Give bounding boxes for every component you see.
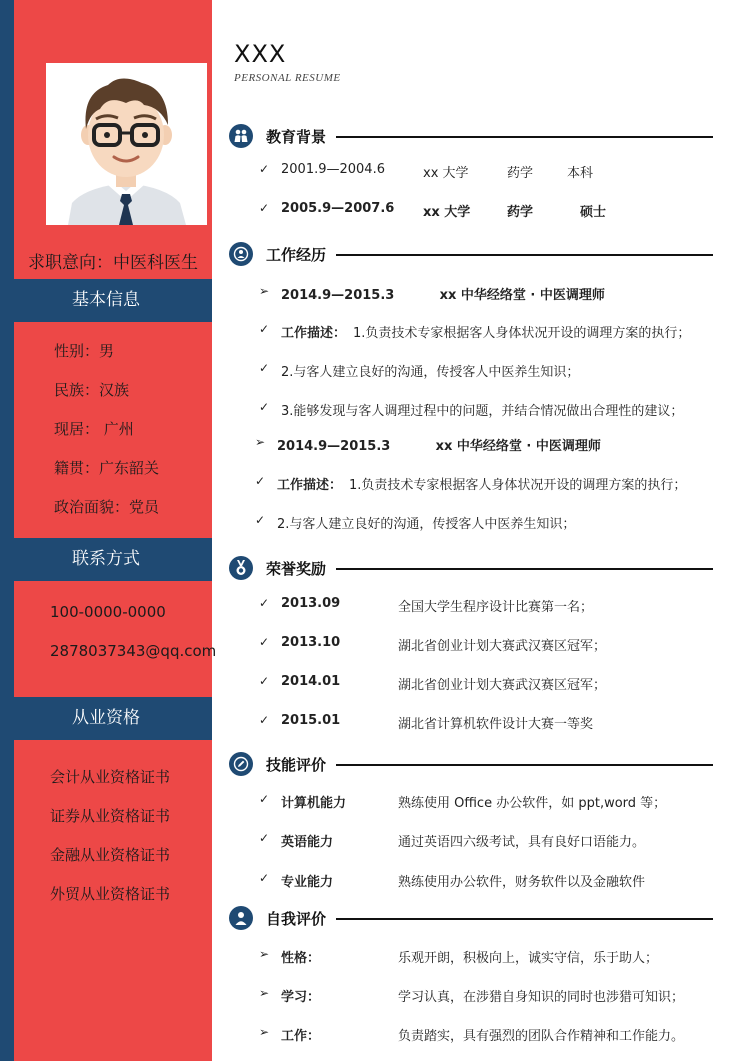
self-eval-text: 负责踏实，具有强烈的团队合作精神和工作能力。 [398, 1029, 685, 1044]
check-mark-icon: ✓ [259, 713, 270, 727]
skill-label: 计算机能力 [281, 796, 347, 811]
pencil-icon [229, 752, 253, 776]
qualification-item: 外贸从业资格证书 [50, 885, 171, 903]
person-icon [229, 906, 253, 930]
section-divider [336, 764, 713, 766]
resume-subtitle: PERSONAL RESUME [234, 72, 341, 84]
honor-date: 2015.01 [281, 713, 341, 728]
qualification-item: 证券从业资格证书 [50, 807, 171, 825]
skill-text: 通过英语四六级考试，具有良好口语能力。 [398, 835, 646, 850]
check-mark-icon: ✓ [259, 596, 270, 610]
check-mark-icon: ✓ [259, 792, 270, 806]
self-eval-title: 自我评价 [266, 910, 327, 928]
work-desc-line: 2.与客人建立良好的沟通，传授客人中医养生知识； [277, 517, 576, 532]
check-mark-icon: ✓ [259, 831, 270, 845]
education-period: 2005.9—2007.6 [281, 201, 395, 216]
self-eval-label: 性格： [281, 951, 321, 966]
skill-label: 英语能力 [281, 835, 334, 850]
skill-text: 熟练使用 Office 办公软件，如 ppt,word 等； [398, 796, 667, 811]
info-ethnicity: 民族：汉族 [54, 381, 130, 399]
qualification-item: 金融从业资格证书 [50, 846, 171, 864]
skill-text: 熟练使用办公软件，财务软件以及金融软件 [398, 875, 646, 890]
skill-label: 专业能力 [281, 875, 334, 890]
check-mark-icon: ✓ [255, 474, 266, 488]
section-divider [336, 254, 713, 256]
education-section-header [229, 124, 713, 148]
work-desc-line: 1.负责技术专家根据客人身体状况开设的调理方案的执行； [349, 478, 687, 493]
honor-text: 湖北省创业计划大赛武汉赛区冠军； [398, 639, 607, 654]
team-icon [229, 242, 253, 266]
work-job-header: 2014.9—2015.3 xx 中华经络堂 · 中医调理师 [281, 288, 605, 303]
avatar-cartoon [46, 63, 207, 225]
check-mark-icon: ✓ [259, 162, 270, 176]
check-mark-icon: ✓ [259, 400, 270, 414]
education-degree: 本科 [567, 166, 594, 181]
work-desc-line: 1.负责技术专家根据客人身体状况开设的调理方案的执行； [353, 326, 691, 341]
arrow-bullet-icon: ➢ [255, 435, 266, 449]
section-divider [336, 918, 713, 920]
work-desc-line: 2.与客人建立良好的沟通，传授客人中医养生知识； [281, 365, 580, 380]
skills-title: 技能评价 [266, 756, 327, 774]
qualification-item: 会计从业资格证书 [50, 768, 171, 786]
info-gender: 性别：男 [54, 342, 115, 360]
qualifications-heading: 从业资格 [0, 697, 212, 740]
info-hometown: 籍贯：广东韶关 [54, 459, 160, 477]
avatar [46, 63, 207, 225]
education-major: 药学 [507, 166, 534, 181]
info-political-status: 政治面貌：党员 [54, 498, 160, 516]
education-period: 2001.9—2004.6 [281, 162, 385, 177]
resume-name: XXX [234, 40, 287, 68]
job-intent: 求职意向：中医科医生 [28, 253, 198, 273]
info-residence: 现居： 广州 [54, 420, 134, 438]
self-eval-label: 工作： [281, 1029, 321, 1044]
work-title: 工作经历 [266, 246, 327, 264]
check-mark-icon: ✓ [259, 871, 270, 885]
contact-email: 2878037343@qq.com [50, 642, 217, 660]
contact-phone: 100-0000-0000 [50, 603, 166, 621]
work-desc-label: 工作描述： [281, 326, 347, 341]
check-mark-icon: ✓ [259, 322, 270, 336]
self-eval-section-header [229, 906, 713, 930]
self-eval-label: 学习： [281, 990, 321, 1005]
people-icon [229, 124, 253, 148]
skills-section-header [229, 752, 713, 776]
honor-date: 2014.01 [281, 674, 341, 689]
basic-info-heading: 基本信息 [0, 279, 212, 322]
honor-date: 2013.10 [281, 635, 341, 650]
arrow-bullet-icon: ➢ [259, 986, 270, 1000]
honor-text: 湖北省创业计划大赛武汉赛区冠军； [398, 678, 607, 693]
work-desc-line: 3.能够发现与客人调理过程中的问题，并结合情况做出合理性的建议； [281, 404, 684, 419]
work-job-header: 2014.9—2015.3 xx 中华经络堂 · 中医调理师 [277, 439, 601, 454]
education-major: 药学 [507, 205, 534, 220]
check-mark-icon: ✓ [259, 635, 270, 649]
work-section-header [229, 242, 713, 266]
self-eval-text: 乐观开朗，积极向上，诚实守信，乐于助人； [398, 951, 659, 966]
education-degree: 硕士 [580, 205, 607, 220]
check-mark-icon: ✓ [259, 361, 270, 375]
education-school: xx 大学 [423, 205, 471, 220]
contact-heading: 联系方式 [0, 538, 212, 581]
work-desc-label: 工作描述： [277, 478, 343, 493]
honors-title: 荣誉奖励 [266, 560, 327, 578]
honor-date: 2013.09 [281, 596, 341, 611]
honor-text: 全国大学生程序设计比赛第一名； [398, 600, 594, 615]
check-mark-icon: ✓ [259, 201, 270, 215]
section-divider [336, 136, 713, 138]
section-divider [336, 568, 713, 570]
education-title: 教育背景 [266, 128, 327, 146]
check-mark-icon: ✓ [259, 674, 270, 688]
honor-text: 湖北省计算机软件设计大赛一等奖 [398, 717, 594, 732]
medal-icon [229, 556, 253, 580]
education-school: xx 大学 [423, 166, 469, 181]
honors-section-header [229, 556, 713, 580]
check-mark-icon: ✓ [255, 513, 266, 527]
self-eval-text: 学习认真，在涉猎自身知识的同时也涉猎可知识； [398, 990, 685, 1005]
contact-panel [14, 581, 212, 697]
arrow-bullet-icon: ➢ [259, 947, 270, 961]
arrow-bullet-icon: ➢ [259, 1025, 270, 1039]
arrow-bullet-icon: ➢ [259, 284, 270, 298]
